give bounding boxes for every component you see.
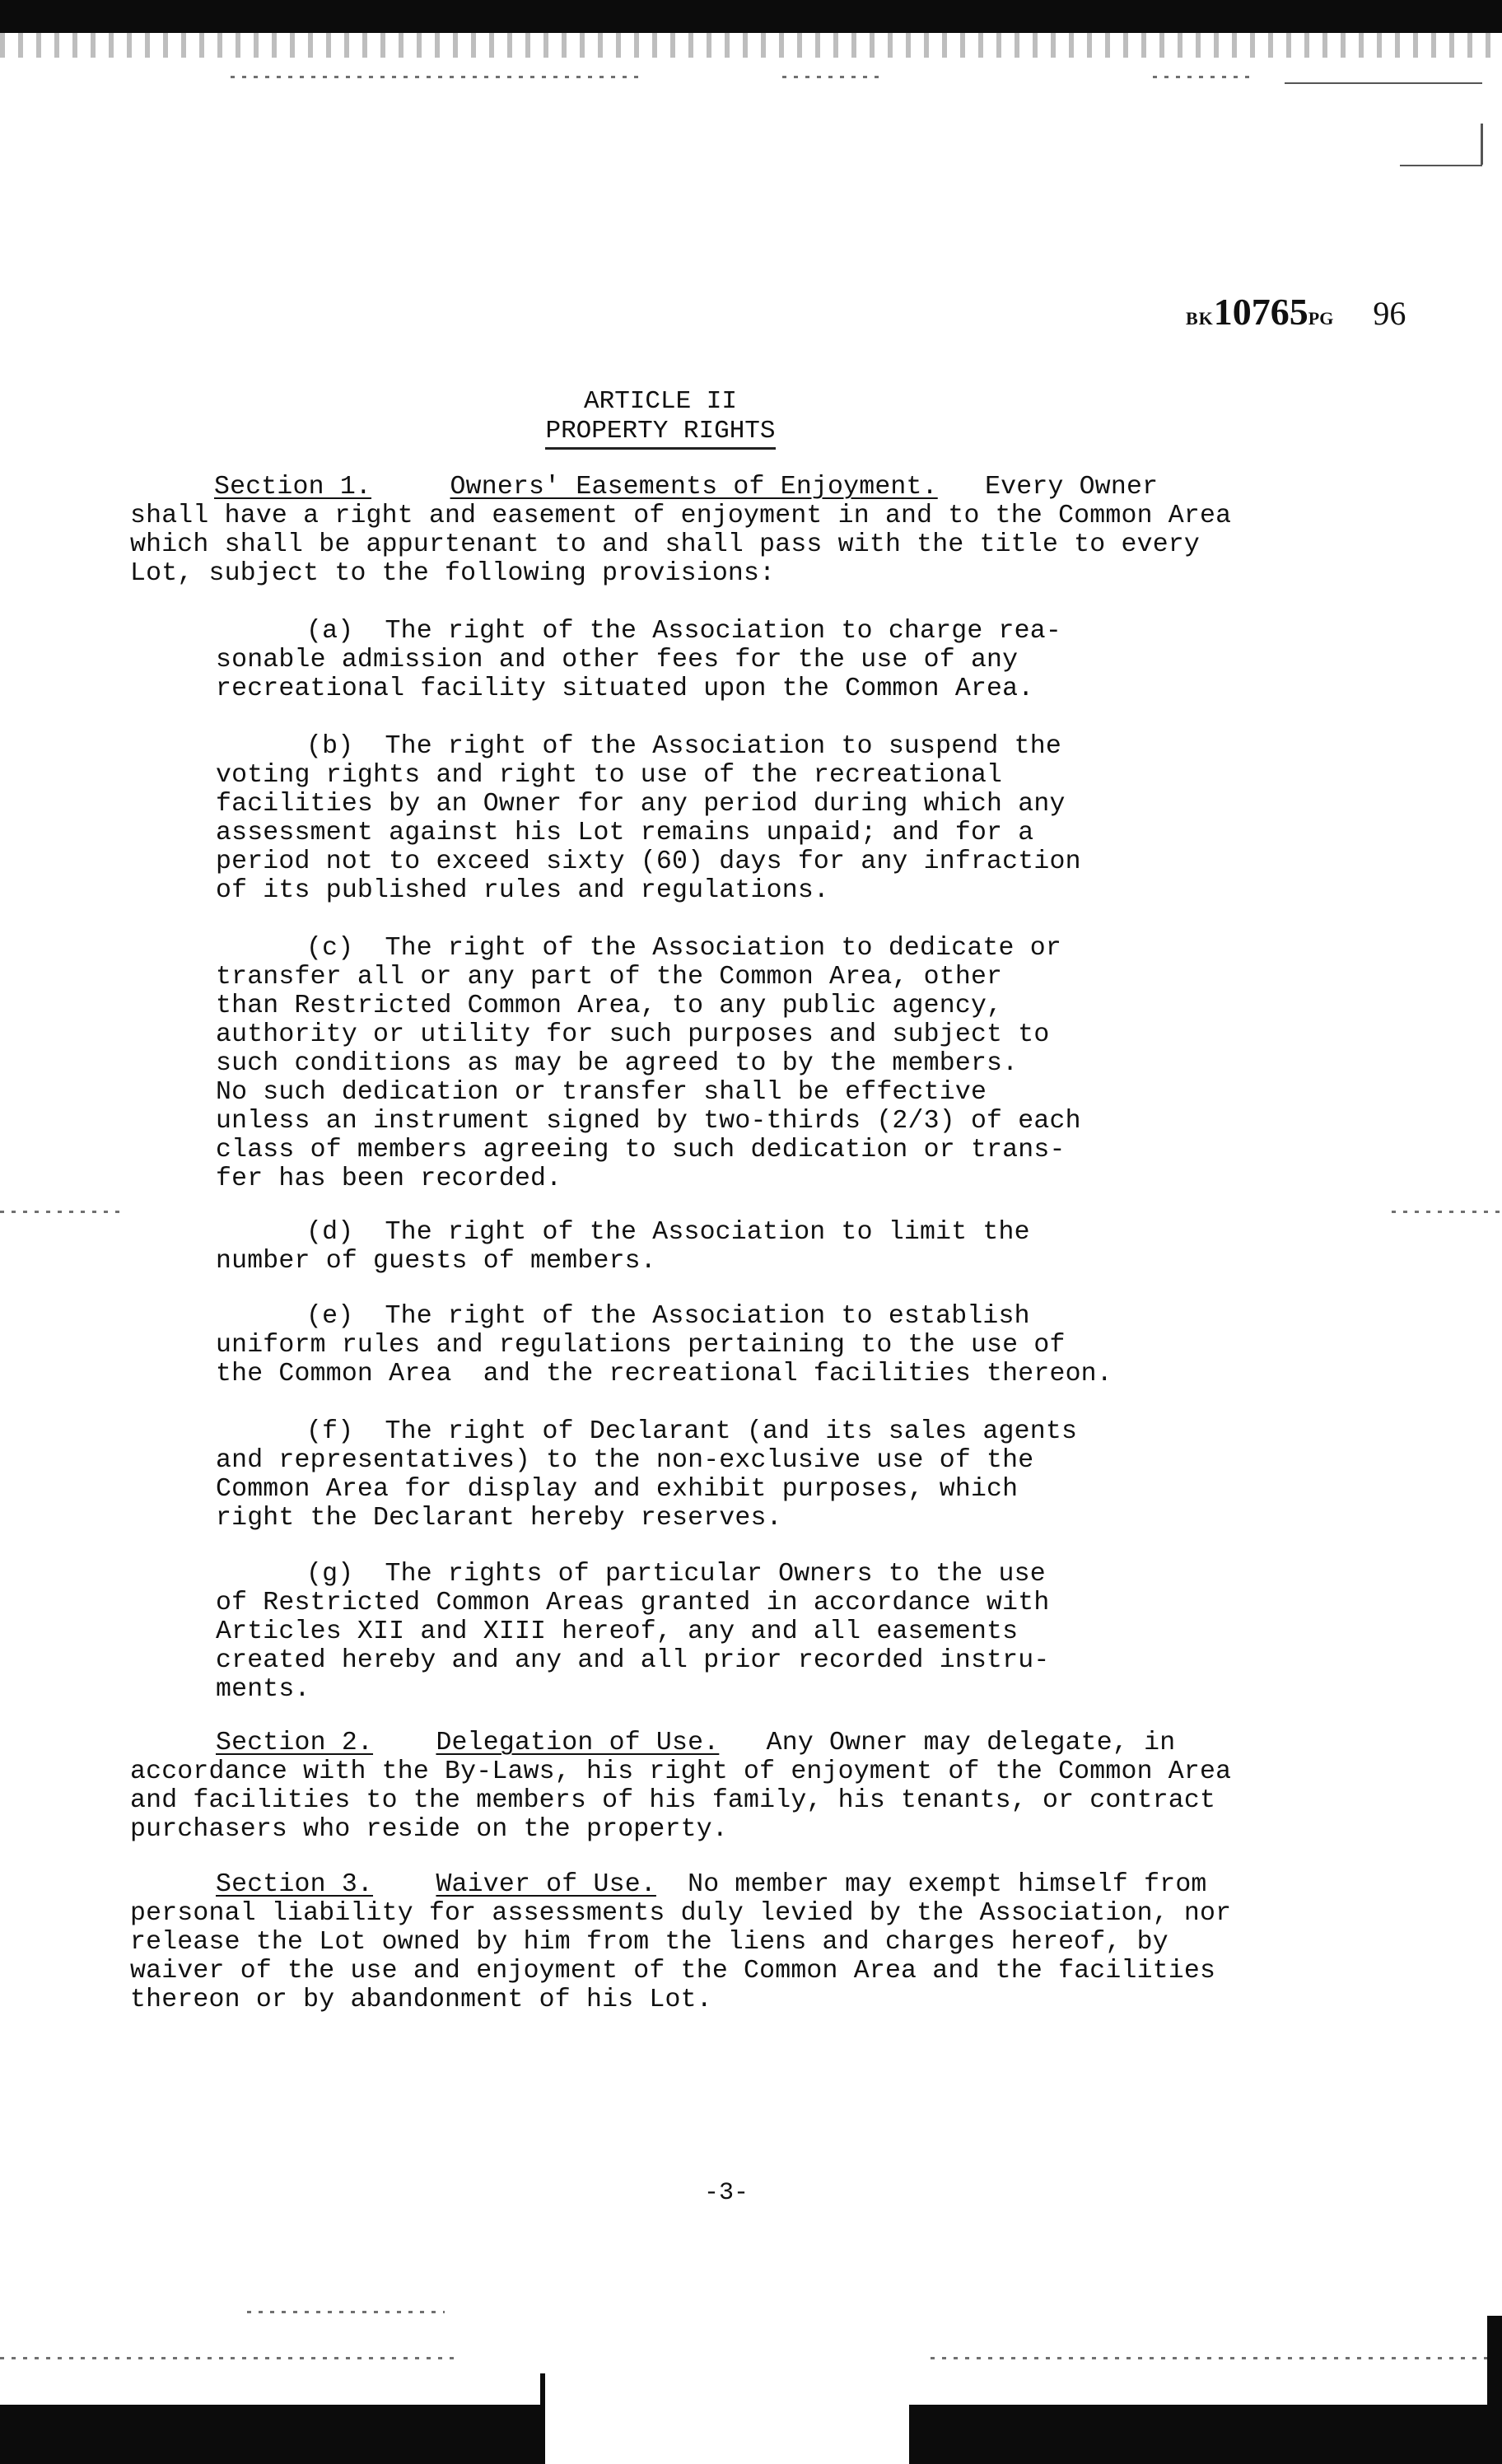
page-number-stamp: 96 [1373,295,1406,332]
section-3-line: personal liability for assessments duly levied by the Association, nor [130,1899,1232,1928]
scan-mark [1285,82,1482,84]
provision-g-line: ments. [216,1675,310,1704]
provision-c-line: No such dedication or transfer shall be effective [216,1078,987,1107]
provision-c-line: class of members agreeing to such dedication or trans- [216,1136,1066,1164]
section-1-line: which shall be appurtenant to and shall pass with the title to every [130,530,1201,559]
provision-g-line: (g) The rights of particular Owners to the use [306,1560,1046,1589]
section-1-first-line [214,474,1158,502]
provision-b-line: facilities by an Owner for any period during which any [216,790,1066,819]
article-number: ARTICLE II [583,387,738,416]
scan-mark [1487,2316,1502,2415]
provision-b-line: period not to exceed sixty (60) days for any infraction [216,847,1081,876]
section-1-line: shall have a right and easement of enjoyment in and to the Common Area [130,502,1232,530]
section-2-line: and facilities to the members of his family, his tenants, or contract [130,1786,1216,1815]
provision-g-line: Articles XII and XIII hereof, any and all easements [216,1617,1019,1646]
section-1-line: Every Owner [985,473,1159,502]
provision-f-line: Common Area for display and exhibit purposes, which [216,1475,1019,1504]
provision-c-line: authority or utility for such purposes and subject to [216,1020,1050,1049]
section-3-line: release the Lot owned by him from the liens and charges hereof, by [130,1928,1168,1957]
article-title [0,417,1411,446]
section-3-line: waiver of the use and enjoyment of the Common Area and the facilities [130,1957,1216,1986]
book-number: 10765 [1213,291,1308,333]
section-2-line: Any Owner may delegate, in [766,1729,1176,1757]
provision-f-line: (f) The right of Declarant (and its sales agents [306,1417,1078,1446]
article-title-text: PROPERTY RIGHTS [545,417,775,450]
scan-border-top [0,0,1502,33]
provision-c-line: transfer all or any part of the Common Area, other [216,963,1003,992]
scan-noise [1392,1211,1502,1213]
page-footer-number: -3- [703,2179,749,2207]
scan-mark [1481,124,1483,165]
provision-a-line: (a) The right of the Association to charge rea- [306,617,1061,646]
section-3-line: No member may exempt himself from [688,1870,1207,1899]
provision-c-line: than Restricted Common Area, to any public agency, [216,992,1003,1020]
page-prefix: PG [1308,308,1334,329]
scan-border-bottom-left [0,2405,543,2464]
provision-c-line: (c) The right of the Association to dedicate or [306,934,1061,963]
section-2-line: accordance with the By-Laws, his right of enjoyment of the Common Area [130,1757,1232,1786]
provision-d-line: (d) The right of the Association to limit the [306,1218,1030,1247]
section-2-first-line [216,1729,1175,1758]
section-2-line: purchasers who reside on the property. [130,1815,728,1844]
section-2-label: Section 2. [216,1729,374,1757]
scan-noise [782,76,881,78]
scan-noise-top [0,33,1502,58]
provision-e-line: uniform rules and regulations pertaining to the use of [216,1331,1066,1360]
section-3-heading: Waiver of Use. [436,1870,656,1899]
provision-e-line: (e) The right of the Association to establish [306,1302,1030,1331]
scan-noise [247,2311,445,2313]
provision-a-line: recreational facility situated upon the Common Area. [216,674,1034,703]
scan-mark [1400,165,1482,166]
provision-c-line: fer has been recorded. [216,1164,562,1193]
scan-noise [0,2357,461,2359]
scan-noise [931,2357,1490,2359]
scan-noise [1153,76,1252,78]
section-1-heading: Owners' Easements of Enjoyment. [450,473,938,502]
recording-book-page-stamp [1186,290,1406,334]
provision-g-line: created hereby and any and all prior recorded instru- [216,1646,1050,1675]
provision-b-line: of its published rules and regulations. [216,876,830,905]
provision-f-line: right the Declarant hereby reserves. [216,1504,782,1533]
section-3-label: Section 3. [216,1870,374,1899]
scan-mark [540,2373,545,2464]
provision-d-line: number of guests of members. [216,1247,656,1276]
provision-a-line: sonable admission and other fees for the use of any [216,646,1019,674]
provision-f-line: and representatives) to the non-exclusive use of the [216,1446,1034,1475]
section-3-line: thereon or by abandonment of his Lot. [130,1986,712,2014]
scan-noise [231,76,642,78]
section-1-line: Lot, subject to the following provisions: [130,559,776,588]
section-2-heading: Delegation of Use. [436,1729,720,1757]
provision-e-line: the Common Area and the recreational facilities thereon. [216,1360,1113,1388]
provision-g-line: of Restricted Common Areas granted in accordance with [216,1589,1050,1617]
book-prefix: BK [1186,308,1214,329]
provision-c-line: unless an instrument signed by two-thirds (2/3) of each [216,1107,1081,1136]
provision-b-line: (b) The right of the Association to suspend the [306,732,1061,761]
scan-border-bottom-right [909,2405,1502,2464]
scan-noise [0,1211,124,1213]
provision-c-line: such conditions as may be agreed to by the members. [216,1049,1019,1078]
section-1-label: Section 1. [214,473,372,502]
provision-b-line: voting rights and right to use of the recreational [216,761,1003,790]
section-3-first-line [216,1871,1207,1900]
provision-b-line: assessment against his Lot remains unpaid; and for a [216,819,1034,847]
